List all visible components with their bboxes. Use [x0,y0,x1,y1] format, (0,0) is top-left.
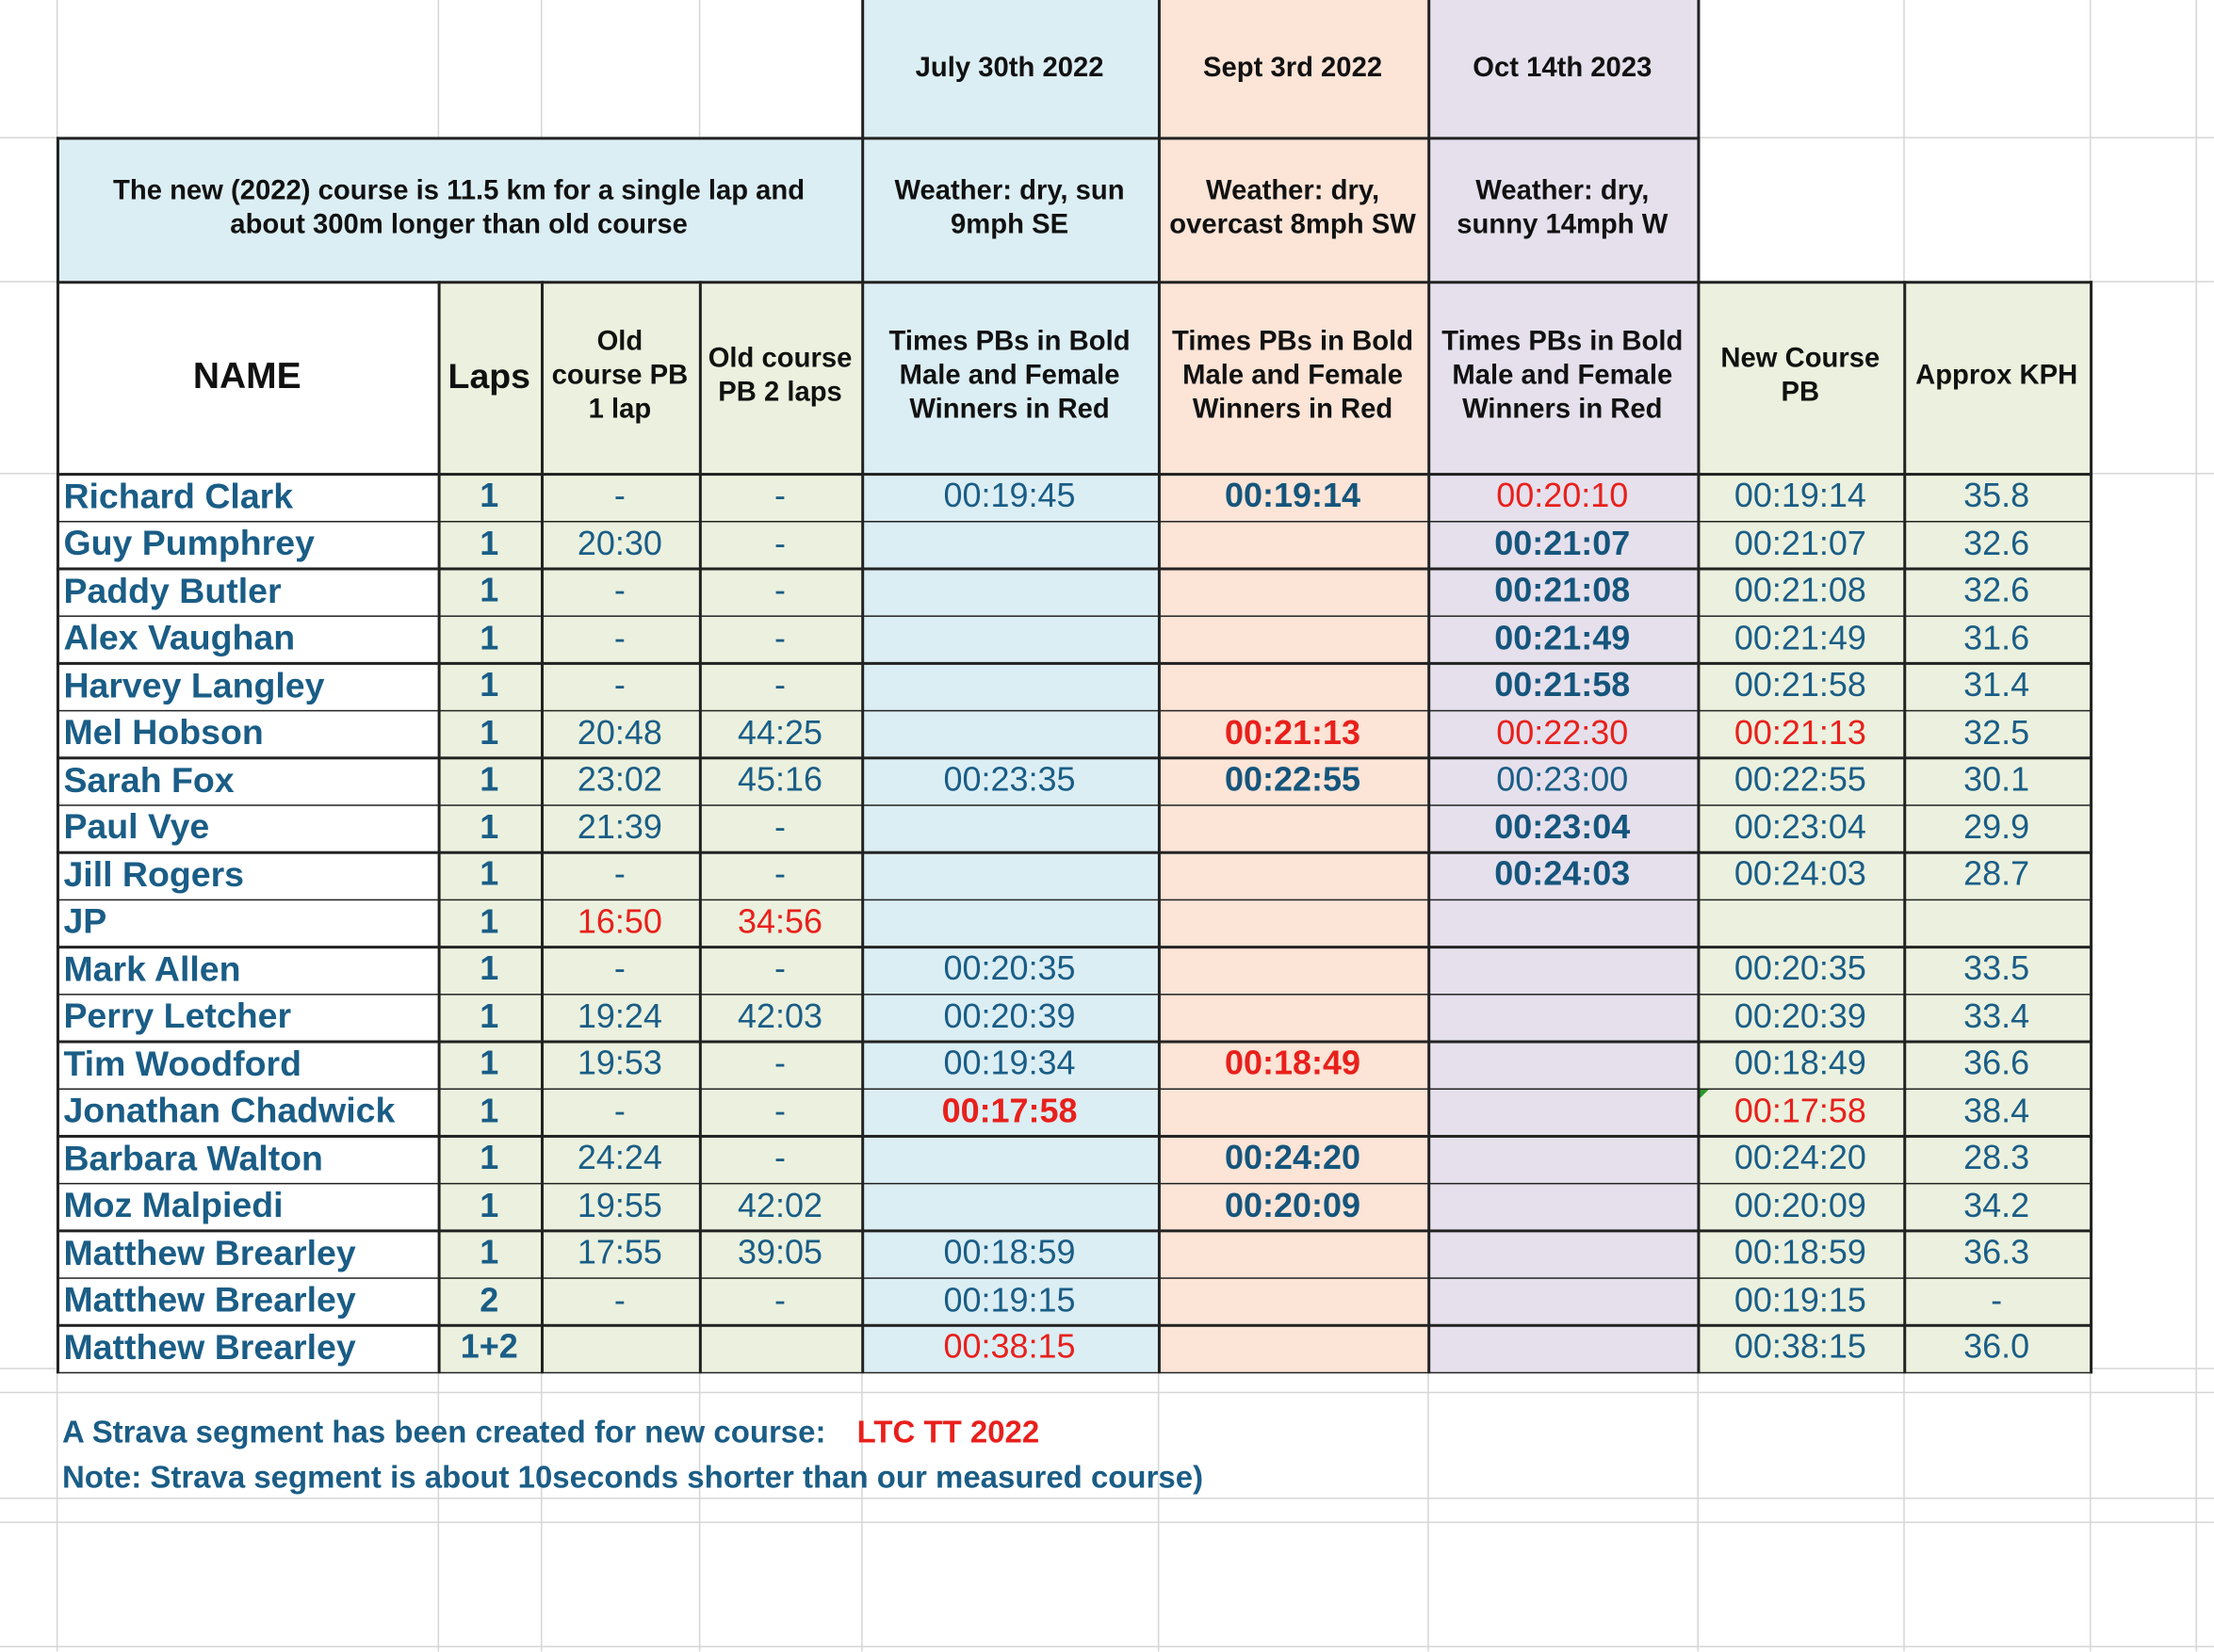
cell-event-1 [861,899,1158,946]
cell-laps: 1 [438,473,541,520]
cell-event-1: 00:38:15 [861,1324,1158,1371]
cell-old-pb-2: 34:56 [699,899,861,946]
cell-event-2 [1158,520,1427,567]
cell-old-pb-2: - [699,520,861,567]
cell-name: Mark Allen [57,946,438,993]
cell-old-pb-2: - [699,1088,861,1135]
cell-new-pb: 00:22:55 [1697,756,1903,803]
cell-kph: 34.2 [1903,1182,2090,1229]
cell-event-3 [1427,993,1697,1040]
cell-event-2 [1158,946,1427,993]
cell-event-3: 00:20:10 [1427,473,1697,520]
cell-event-1 [861,520,1158,567]
cell-name: Richard Clark [57,473,438,520]
cell-old-pb-1: - [541,473,699,520]
cell-new-pb: 00:24:03 [1697,851,1903,899]
cell-kph: 33.5 [1903,946,2090,993]
cell-name: Sarah Fox [57,756,438,803]
cell-old-pb-1: 19:55 [541,1182,699,1229]
border-horizontal [57,1088,2092,1090]
cell-event-1 [861,567,1158,614]
cell-laps: 1 [438,946,541,993]
cell-name: Paul Vye [57,804,438,851]
border-horizontal [57,1277,2092,1279]
border-horizontal [57,946,2092,947]
cell-event-3 [1427,1135,1697,1182]
gridline-horizontal [0,1645,2214,1646]
cell-new-pb: 00:20:09 [1697,1182,1903,1229]
header-times-event-1: Times PBs in Bold Male and Female Winners in Red [861,281,1158,473]
event-weather-2: Weather: dry, overcast 8mph SW [1158,137,1427,281]
header-times-event-3: Times PBs in Bold Male and Female Winners in Red [1427,281,1697,473]
header-old-pb-1-lap: Old course PB 1 lap [541,281,699,473]
cell-event-2: 00:19:14 [1158,473,1427,520]
cell-old-pb-1: - [541,851,699,899]
cell-old-pb-2: - [699,851,861,899]
event-date-1: July 30th 2022 [861,0,1158,137]
border-horizontal [57,1371,2092,1373]
cell-laps: 1 [438,899,541,946]
border-vertical [57,137,58,283]
header-old-pb-2-laps: Old course PB 2 laps [699,281,861,473]
border-vertical [1427,281,1429,1373]
border-horizontal [57,709,2092,711]
cell-name: Moz Malpiedi [57,1182,438,1229]
cell-kph: 36.0 [1903,1324,2090,1371]
cell-kph: 31.6 [1903,615,2090,662]
border-horizontal [57,1135,2092,1137]
cell-kph: 32.6 [1903,567,2090,614]
cell-new-pb: 00:21:49 [1697,615,1903,662]
cell-new-pb: 00:18:59 [1697,1229,1903,1276]
border-horizontal [57,1182,2092,1184]
header-name: NAME [57,281,438,473]
border-vertical [438,281,440,1373]
strava-note [62,1415,1039,1451]
cell-old-pb-1: - [541,1277,699,1324]
gridline-horizontal [0,1392,2214,1393]
border-vertical [1158,281,1160,1373]
cell-event-2 [1158,993,1427,1040]
cell-new-pb: 00:24:20 [1697,1135,1903,1182]
cell-name: JP [57,899,438,946]
cell-old-pb-2: - [699,1135,861,1182]
cell-laps: 1 [438,993,541,1040]
border-horizontal [57,756,2092,758]
cell-event-3: 00:21:58 [1427,662,1697,709]
cell-old-pb-1: 17:55 [541,1229,699,1276]
cell-event-2: 00:18:49 [1158,1041,1427,1088]
cell-kph: 33.4 [1903,993,2090,1040]
cell-event-3: 00:22:30 [1427,709,1697,756]
cell-new-pb: 00:19:15 [1697,1277,1903,1324]
course-note: The new (2022) course is 11.5 km for a single lap and about 300m longer than old course [57,137,861,281]
cell-old-pb-2: 44:25 [699,709,861,756]
strava-label: A Strava segment has been created for new course: [61,1414,826,1450]
cell-old-pb-1: 23:02 [541,756,699,803]
cell-old-pb-2: 45:16 [699,756,861,803]
event-weather-1: Weather: dry, sun 9mph SE [861,137,1158,281]
cell-old-pb-1: 24:24 [541,1135,699,1182]
cell-laps: 1 [438,662,541,709]
cell-event-3: 00:23:04 [1427,804,1697,851]
cell-name: Matthew Brearley [57,1277,438,1324]
cell-event-3 [1427,1041,1697,1088]
strava-segment-name: LTC TT 2022 [856,1414,1040,1450]
cell-old-pb-1 [541,1324,699,1371]
cell-kph: 36.6 [1903,1041,2090,1088]
border-horizontal [57,1324,2092,1326]
cell-old-pb-2: - [699,473,861,520]
cell-event-2: 00:21:13 [1158,709,1427,756]
cell-name: Harvey Langley [57,662,438,709]
cell-old-pb-1: - [541,567,699,614]
cell-laps: 1+2 [438,1324,541,1371]
cell-event-2 [1158,899,1427,946]
cell-old-pb-2: - [699,946,861,993]
cell-event-2 [1158,567,1427,614]
cell-old-pb-1: 19:53 [541,1041,699,1088]
cell-event-3: 00:21:08 [1427,567,1697,614]
cell-kph: 36.3 [1903,1229,2090,1276]
cell-old-pb-2: 42:02 [699,1182,861,1229]
cell-kph: 28.7 [1903,851,2090,899]
cell-event-2 [1158,1277,1427,1324]
border-horizontal [57,615,2092,617]
cell-old-pb-2: 42:03 [699,993,861,1040]
cell-laps: 1 [438,851,541,899]
cell-event-1 [861,1182,1158,1229]
cell-event-1 [861,709,1158,756]
cell-laps: 1 [438,709,541,756]
cell-kph: 38.4 [1903,1088,2090,1135]
cell-event-2 [1158,662,1427,709]
event-date-2: Sept 3rd 2022 [1158,0,1427,137]
cell-new-pb: 00:20:39 [1697,993,1903,1040]
cell-event-1 [861,851,1158,899]
cell-old-pb-1: 20:48 [541,709,699,756]
cell-event-1: 00:18:59 [861,1229,1158,1276]
cell-event-3 [1427,1277,1697,1324]
cell-kph: - [1903,1277,2090,1324]
event-date-3: Oct 14th 2023 [1427,0,1697,137]
border-horizontal [57,899,2092,900]
cell-name: Paddy Butler [57,567,438,614]
cell-event-1: 00:23:35 [861,756,1158,803]
cell-old-pb-2 [699,1324,861,1371]
cell-laps: 1 [438,804,541,851]
cell-event-3: 00:21:07 [1427,520,1697,567]
border-horizontal [57,1041,2092,1043]
header-times-event-2: Times PBs in Bold Male and Female Winners in Red [1158,281,1427,473]
cell-old-pb-1: 19:24 [541,993,699,1040]
cell-name: Mel Hobson [57,709,438,756]
cell-old-pb-2: - [699,662,861,709]
cell-old-pb-2: 39:05 [699,1229,861,1276]
cell-event-2 [1158,1229,1427,1276]
strava-length-note: Note: Strava segment is about 10seconds shorter than our measured course) [61,1459,1204,1496]
cell-new-pb: 00:18:49 [1697,1041,1903,1088]
border-horizontal [57,993,2092,995]
header-approx-kph: Approx KPH [1903,281,2090,473]
cell-event-1: 00:20:39 [861,993,1158,1040]
cell-laps: 1 [438,1135,541,1182]
cell-new-pb: 00:23:04 [1697,804,1903,851]
cell-event-1: 00:19:15 [861,1277,1158,1324]
cell-kph: 29.9 [1903,804,2090,851]
border-vertical [861,281,863,1373]
cell-event-2: 00:24:20 [1158,1135,1427,1182]
border-horizontal [57,662,2092,664]
cell-old-pb-2: - [699,1041,861,1088]
cell-new-pb: 00:20:35 [1697,946,1903,993]
cell-name: Jill Rogers [57,851,438,899]
cell-laps: 1 [438,615,541,662]
cell-old-pb-1: 20:30 [541,520,699,567]
gridline-horizontal [0,1522,2214,1523]
header-new-course-pb: New Course PB [1697,281,1903,473]
cell-event-2 [1158,804,1427,851]
cell-event-2 [1158,1088,1427,1135]
border-vertical [1903,281,1905,1373]
cell-event-1: 00:20:35 [861,946,1158,993]
cell-old-pb-2: - [699,804,861,851]
cell-event-2: 00:20:09 [1158,1182,1427,1229]
cell-kph: 32.6 [1903,520,2090,567]
border-horizontal [57,851,2092,853]
border-vertical [1158,0,1160,283]
cell-event-3: 00:21:49 [1427,615,1697,662]
border-vertical [699,281,701,1373]
cell-laps: 1 [438,1041,541,1088]
border-vertical [2090,281,2092,1373]
cell-old-pb-1: - [541,615,699,662]
cell-name: Barbara Walton [57,1135,438,1182]
cell-kph: 28.3 [1903,1135,2090,1182]
border-horizontal [57,281,2092,283]
border-vertical [1697,0,1699,283]
cell-event-1: 00:19:34 [861,1041,1158,1088]
cell-laps: 1 [438,756,541,803]
cell-event-3 [1427,1324,1697,1371]
cell-old-pb-1: - [541,946,699,993]
cell-new-pb: 00:21:13 [1697,709,1903,756]
cell-event-3 [1427,1229,1697,1276]
cell-old-pb-1: 21:39 [541,804,699,851]
cell-new-pb: 00:19:14 [1697,473,1903,520]
cell-new-pb: 00:21:58 [1697,662,1903,709]
cell-old-pb-1: 16:50 [541,899,699,946]
cell-laps: 1 [438,1229,541,1276]
cell-kph [1903,899,2090,946]
cell-event-1 [861,1135,1158,1182]
cell-event-1: 00:19:45 [861,473,1158,520]
cell-old-pb-1: - [541,662,699,709]
cell-kph: 31.4 [1903,662,2090,709]
cell-name: Perry Letcher [57,993,438,1040]
cell-laps: 1 [438,1088,541,1135]
cell-name: Jonathan Chadwick [57,1088,438,1135]
cell-laps: 1 [438,567,541,614]
border-vertical [57,281,58,1373]
cell-laps: 2 [438,1277,541,1324]
cell-event-2 [1158,615,1427,662]
border-horizontal [57,567,2092,569]
cell-event-3: 00:23:00 [1427,756,1697,803]
cell-old-pb-2: - [699,615,861,662]
gridline-vertical [2195,0,2196,1651]
cell-event-1 [861,804,1158,851]
cell-name: Tim Woodford [57,1041,438,1088]
border-vertical [1427,0,1429,283]
border-horizontal [57,520,2092,522]
border-horizontal [57,137,864,138]
border-vertical [1697,281,1699,1373]
cell-event-3 [1427,946,1697,993]
cell-kph: 30.1 [1903,756,2090,803]
cell-event-2 [1158,851,1427,899]
cell-new-pb [1697,899,1903,946]
cell-laps: 1 [438,1182,541,1229]
cell-old-pb-1: - [541,1088,699,1135]
cell-old-pb-2: - [699,1277,861,1324]
cell-event-2: 00:22:55 [1158,756,1427,803]
cell-event-3 [1427,1088,1697,1135]
cell-kph: 32.5 [1903,709,2090,756]
cell-event-1: 00:17:58 [861,1088,1158,1135]
cell-event-3: 00:24:03 [1427,851,1697,899]
border-horizontal [57,1229,2092,1231]
cell-event-1 [861,615,1158,662]
cell-new-pb: 00:21:07 [1697,520,1903,567]
comment-indicator-icon[interactable] [1699,1089,1708,1098]
header-laps: Laps [438,281,541,473]
cell-event-1 [861,662,1158,709]
cell-name: Matthew Brearley [57,1324,438,1371]
border-horizontal [861,137,1700,138]
cell-laps: 1 [438,520,541,567]
event-weather-3: Weather: dry, sunny 14mph W [1427,137,1697,281]
cell-kph: 35.8 [1903,473,2090,520]
border-vertical [541,281,543,1373]
cell-new-pb: 00:38:15 [1697,1324,1903,1371]
cell-name: Alex Vaughan [57,615,438,662]
cell-event-2 [1158,1324,1427,1371]
cell-name: Guy Pumphrey [57,520,438,567]
border-horizontal [57,804,2092,806]
cell-event-3 [1427,1182,1697,1229]
cell-old-pb-2: - [699,567,861,614]
cell-new-pb: 00:17:58 [1697,1088,1903,1135]
border-horizontal [57,473,2092,475]
border-vertical [861,0,863,283]
cell-name: Matthew Brearley [57,1229,438,1276]
cell-new-pb: 00:21:08 [1697,567,1903,614]
cell-event-3 [1427,899,1697,946]
